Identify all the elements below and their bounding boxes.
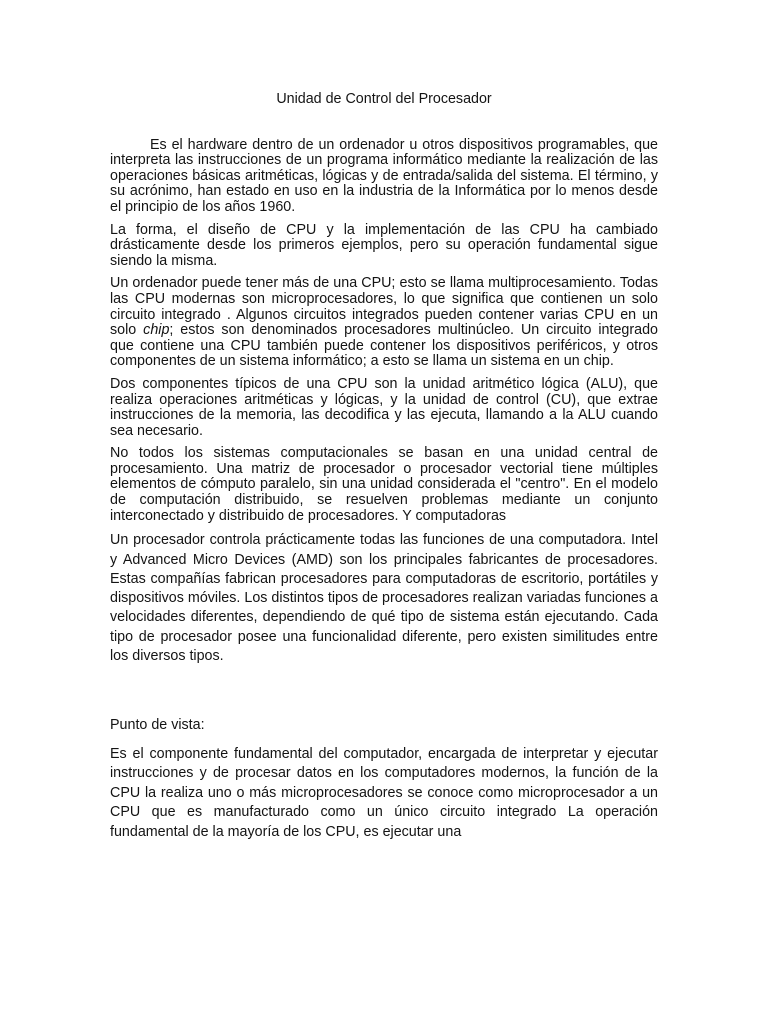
paragraph-design: La forma, el diseño de CPU y la implementación de las CPU ha cambiado drásticamente desde los primeros ejemplos, pero su operación fundamental sigue siendo la misma. [110, 221, 658, 269]
paragraph-components: Dos componentes típicos de una CPU son la unidad aritmético lógica (ALU), que realiza operaciones aritméticas y lógicas, y la unidad de control (CU), que extrae instrucciones de la memoria, las decodifica y las ejecuta, llamando a la ALU cuando sea necesario. [110, 375, 658, 439]
document-page [110, 92, 658, 849]
section-gap [110, 666, 658, 718]
multiproc-text-after: ; estos son denominados procesadores multinúcleo. Un circuito integrado que contiene una CPU también puede contener los dispositivos periféricos, y otros componentes de un sistema informático; a esto se llama un sistema en un chip. [110, 322, 658, 370]
paragraph-multiprocessing [110, 276, 658, 370]
document-title: Unidad de Control del Procesador [276, 91, 492, 107]
multiproc-text-before: Un ordenador puede tener más de una CPU; esto se llama multiprocesamiento. Todas las CPU modernas son microprocesadores, lo que significa que contienen un solo circuito integrado . Algunos circuitos integrados pueden contener varias CPU en un solo [110, 275, 658, 339]
paragraph-manufacturers: Un procesador controla prácticamente todas las funciones de una computadora. Intel y Advanced Micro Devices (AMD) son los principales fabricantes de procesadores. Estas compañías fabrican procesadores para computadoras de escritorio, portátiles y dispositivos móviles. Los distintos tipos de procesadores realizan variadas funciones a velocidades diferentes, dependiendo de qué tipo de sistema están ejecutando. Cada tipo de procesador posee una funcionalidad diferente, pero existen similitudes entre los diversos tipos. [110, 532, 658, 665]
section-heading: Punto de vista: [110, 717, 205, 734]
paragraph-viewpoint: Es el componente fundamental del computador, encargada de interpretar y ejecutar instrucciones y de procesar datos en los computadores modernos, la función de la CPU la realiza uno o más microprocesadores se conoce como microprocesador a un CPU que es manufacturado como un único circuito integrado La operación fundamental de la mayoría de los CPU, es ejecutar una [110, 745, 658, 840]
paragraph-definition: Es el hardware dentro de un ordenador u otros dispositivos programables, que interpreta las instrucciones de un programa informático mediante la realización de las operaciones básicas aritméticas, lógicas y de entrada/salida del sistema. El término, y su acrónimo, han estado en uso en la industria de la Informática por lo menos desde el principio de los años 1960. [110, 136, 658, 215]
chip-italic-term: chip [143, 322, 170, 339]
paragraph-distributed: No todos los sistemas computacionales se basan en una unidad central de procesamiento. Una matriz de procesador o procesador vectorial tiene múltiples elementos de cómputo paralelo, sin una unidad considerada el "centro". En el modelo de computación distribuido, se resuelven problemas mediante un conjunto interconectado y distribuido de procesadores. Y computadoras [110, 445, 658, 524]
